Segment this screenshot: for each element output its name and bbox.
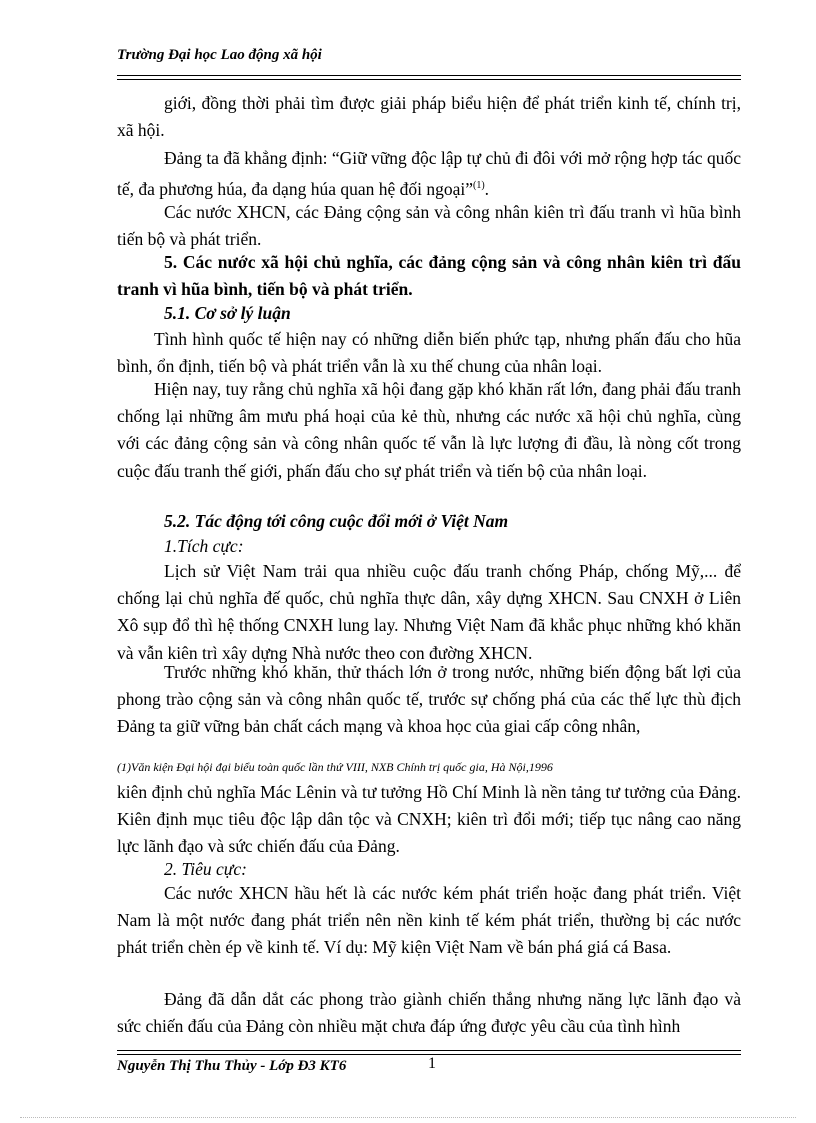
footnote-ref: (1): [473, 180, 485, 192]
paragraph-8: kiên định chủ nghĩa Mác Lênin và tư tưởng Hồ Chí Minh là nền tảng tư tưởng của Đảng. Kiên định mục tiêu độc lập dân tộc và CNXH; kiên trì đổi mới; tiếp tục nâng cao năng lực lãnh đạo và sức chiến đấu của Đảng.: [117, 782, 741, 857]
paragraph-1: giới, đồng thời phải tìm được giải pháp biểu hiện để phát triển kinh tế, chính trị, xã hội.: [117, 93, 741, 141]
paragraph-5: Hiện nay, tuy rằng chủ nghĩa xã hội đang gặp khó khăn rất lớn, đang phải đấu tranh chống lại những âm mưu phá hoại của kẻ thù, nhưng các nước xã hội chủ nghĩa, cùng với các đảng cộng sản và công nhân quốc tế vẫn là lực lượng đi đầu, là nòng cốt trong cuộc đấu tranh thế giới, phấn đấu cho sự phát triển và tiến bộ của nhân loại.: [117, 379, 741, 481]
paragraph-9: Các nước XHCN hầu hết là các nước kém phát triển hoặc đang phát triển. Việt Nam là một nước đang phát triển nên nền kinh tế kém phát triển, thường bị các nước phát triển chèn ép về kinh tế. Ví dụ: Mỹ kiện Việt Nam về bán phá giá cá Basa.: [117, 883, 741, 958]
paragraph-7: Trước những khó khăn, thử thách lớn ở trong nước, những biến động bất lợi của phong trào cộng sản và công nhân quốc tế, trước sự chống phá của các thế lực thù địch Đảng ta giữ vững bản chất cách mạng và khoa học của giai cấp công nhân,: [117, 662, 741, 737]
paragraph-2-text: Đảng ta đã khẳng định: “Giữ vững độc lập tự chủ đi đôi với mở rộng hợp tác quốc tế, đa phương húa, đa dạng húa quan hệ đối ngoại”: [117, 148, 741, 200]
heading-5-2: 5.2. Tác động tới công cuộc đổi mới ở Việt Nam: [164, 511, 509, 531]
paragraph-2-end: .: [484, 179, 490, 200]
footer-rule: [117, 1050, 741, 1051]
paragraph-3: Các nước XHCN, các Đảng cộng sản và công nhân kiên trì đấu tranh vì hũa bình tiến bộ và phát triển.: [117, 202, 741, 250]
heading-5: 5. Các nước xã hội chủ nghĩa, các đảng cộng sản và công nhân kiên trì đấu tranh vì hũa bình, tiến bộ và phát triển.: [117, 252, 741, 300]
heading-tich-cuc: 1.Tích cực:: [164, 536, 244, 556]
footnote: (1)Văn kiện Đại hội đại biểu toàn quốc lần thứ VIII, NXB Chính trị quốc gia, Hà Nội,1996: [117, 760, 553, 774]
page-number: 1: [428, 1055, 436, 1072]
header-rule-2: [117, 79, 741, 80]
paragraph-10: Đảng đã dẫn dắt các phong trào giành chiến thắng nhưng năng lực lãnh đạo và sức chiến đấu của Đảng còn nhiều mặt chưa đáp ứng được yêu cầu của tình hình: [117, 989, 741, 1037]
paragraph-6: Lịch sử Việt Nam trải qua nhiều cuộc đấu tranh chống Pháp, chống Mỹ,... để chống lại chủ nghĩa đế quốc, chủ nghĩa thực dân, xây dựng XHCN. Sau CNXH ở Liên Xô sụp đổ thì hệ thống CNXH lung lay. Nhưng Việt Nam đã khắc phục những khó khăn và vẫn kiên trì xây dựng Nhà nước theo con đường XHCN.: [117, 561, 741, 663]
footer-author: Nguyễn Thị Thu Thủy - Lớp Đ3 KT6: [117, 1058, 347, 1074]
heading-tieu-cuc: 2. Tiêu cực:: [164, 859, 247, 879]
paragraph-2: [117, 145, 741, 203]
paragraph-4: Tình hình quốc tế hiện nay có những diễn biến phức tạp, nhưng phấn đấu cho hũa bình, ổn định, tiến bộ và phát triển vẫn là xu thế chung của nhân loại.: [117, 329, 741, 377]
page-bottom-dots: [20, 1117, 796, 1118]
heading-5-1: 5.1. Cơ sở lý luận: [164, 303, 291, 323]
header-school: Trường Đại học Lao động xã hội: [117, 47, 322, 63]
header-rule: [117, 75, 741, 76]
